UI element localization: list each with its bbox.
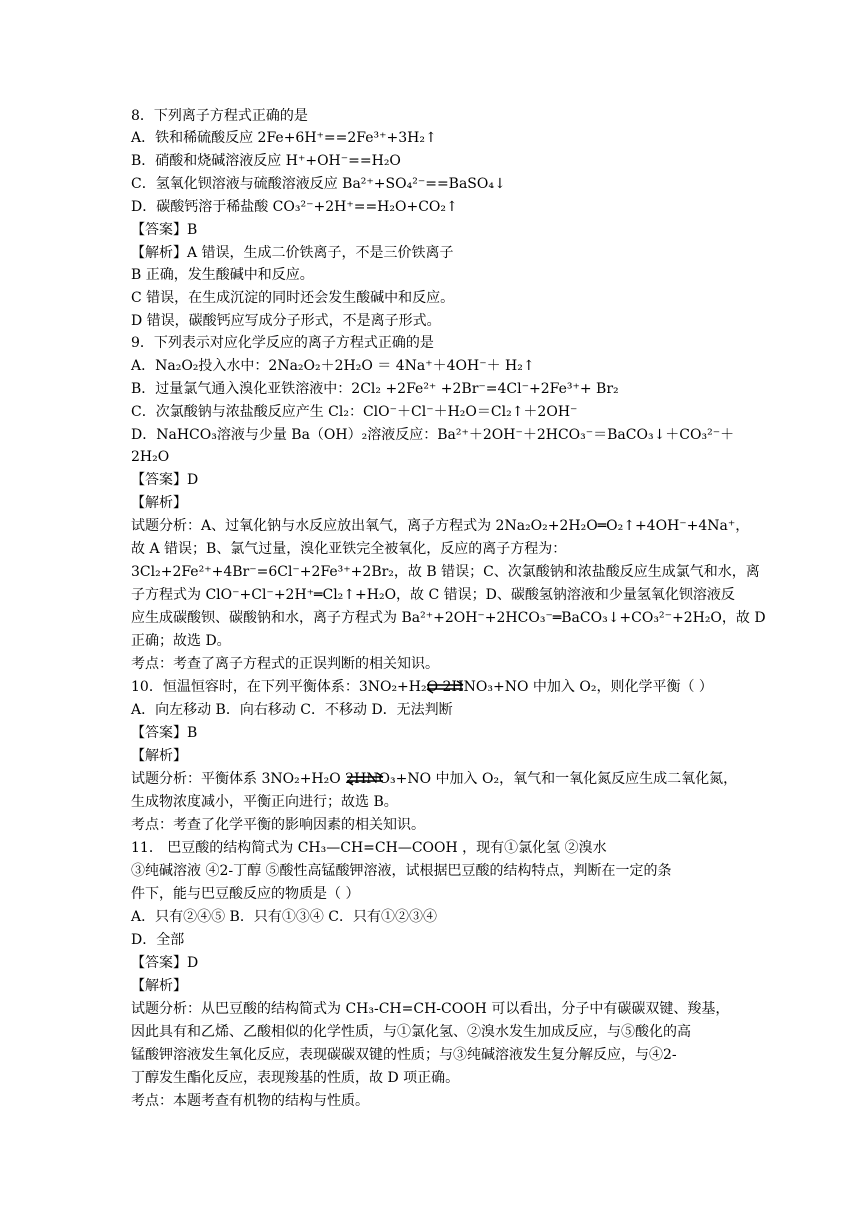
q9-analysis-5: 应生成碳酸钡、碳酸钠和水，离子方程式为 Ba²⁺+2OH⁻+2HCO₃⁻═BaCO₃↓+CO₃²⁻+2H₂O，故 D [131, 610, 766, 626]
q9-option-d: D．NaHCO₃溶液与少量 Ba（OH）₂溶液反应：Ba²⁺＋2OH⁻＋2HCO₃⁻＝BaCO₃↓＋CO₃²⁻＋ [131, 427, 735, 443]
q11-analysis-3: 锰酸钾溶液发生氧化反应，表现碳碳双键的性质；与③纯碱溶液发生复分解反应，与④2- [131, 1047, 677, 1063]
q9-analysis-2: 故 A 错误；B、氯气过量，溴化亚铁完全被氧化，反应的离子方程为： [131, 541, 567, 557]
q10-answer: 【答案】B [131, 725, 198, 741]
q10-stem: 10．恒温恒容时，在下列平衡体系：3NO₂+H₂O 2HNO₃+NO 中加入 O₂，则化学平衡（ ） [131, 679, 713, 695]
q9-answer: 【答案】D [131, 472, 199, 488]
q9-option-b: B．过量氯气通入溴化亚铁溶液中：2Cl₂ +2Fe²⁺ +2Br⁻=4Cl⁻+2Fe³⁺+ Br₂ [131, 381, 619, 397]
q8-answer: 【答案】B [131, 222, 198, 238]
q9-kaodian: 考点：考查了离子方程式的正误判断的相关知识。 [131, 656, 439, 672]
q9-option-a: A．Na₂O₂投入水中：2Na₂O₂＋2H₂O ＝ 4Na⁺＋4OH⁻＋ H₂↑ [131, 358, 535, 374]
q8-analysis-d: D 错误，碳酸钙应写成分子形式，不是离子形式。 [131, 313, 441, 329]
q8-analysis-b: B 正确，发生酸碱中和反应。 [131, 267, 314, 283]
equilibrium-arrow-icon [425, 680, 465, 694]
q9-analysis-1: 试题分析：A、过氧化钠与水反应放出氧气，离子方程式为 2Na₂O₂+2H₂O═O₂↑+4OH⁻+4Na⁺， [131, 518, 750, 534]
q10-analysis-label: 【解析】 [131, 748, 187, 764]
q9-stem: 9．下列表示对应化学反应的离子方程式正确的是 [131, 335, 434, 351]
q9-analysis-3: 3Cl₂+2Fe²⁺+4Br⁻=6Cl⁻+2Fe³⁺+2Br₂，故 B 错误；C、次氯酸钠和浓盐酸反应生成氯气和水，离 [131, 564, 760, 580]
q8-option-c: C．氢氧化钡溶液与硫酸溶液反应 Ba²⁺+SO₄²⁻==BaSO₄↓ [131, 176, 506, 192]
q9-option-c: C．次氯酸钠与浓盐酸反应产生 Cl₂：ClO⁻＋Cl⁻＋H₂O＝Cl₂↑＋2OH⁻ [131, 404, 578, 420]
q9-analysis-6: 正确；故选 D。 [131, 633, 231, 649]
q11-stem-2: ③纯碱溶液 ④2-丁醇 ⑤酸性高锰酸钾溶液，试根据巴豆酸的结构特点，判断在一定的条 [131, 863, 672, 879]
q9-option-d-cont: 2H₂O [131, 449, 170, 465]
q11-answer: 【答案】D [131, 955, 199, 971]
q11-analysis-2: 因此具有和乙烯、乙酸相似的化学性质，与①氯化氢、②溴水发生加成反应，与⑤酸化的高 [131, 1024, 691, 1040]
q8-option-b: B．硝酸和烧碱溶液反应 H⁺+OH⁻==H₂O [131, 153, 401, 169]
q11-stem-1: 11． 巴豆酸的结构简式为 CH₃—CH=CH—COOH ，现有①氯化氢 ②溴水 [131, 840, 607, 856]
q11-stem-3: 件下，能与巴豆酸反应的物质是（ ） [131, 886, 360, 902]
q8-stem: 8．下列离子方程式正确的是 [131, 108, 308, 124]
q10-kaodian: 考点：考查了化学平衡的影响因素的相关知识。 [131, 817, 425, 833]
q10-options: A．向左移动 B．向右移动 C．不移动 D．无法判断 [131, 702, 453, 718]
q8-analysis-a: 【解析】A 错误，生成二价铁离子，不是三价铁离子 [131, 245, 454, 261]
q8-option-a: A．铁和稀硫酸反应 2Fe+6H⁺==2Fe³⁺+3H₂↑ [131, 130, 437, 146]
q11-options-abc: A．只有②④⑤ B．只有①③④ C．只有①②③④ [131, 909, 438, 925]
q9-analysis-4: 子方程式为 ClO⁻+Cl⁻+2H⁺═Cl₂↑+H₂O，故 C 错误；D、碳酸氢钠溶液和少量氢氧化钡溶液反 [131, 587, 735, 603]
equilibrium-arrow-icon [345, 772, 385, 786]
q11-kaodian: 考点：本题考查有机物的结构与性质。 [131, 1093, 369, 1109]
q8-analysis-c: C 错误，在生成沉淀的同时还会发生酸碱中和反应。 [131, 290, 455, 306]
q10-analysis-1: 试题分析：平衡体系 3NO₂+H₂O 2HNO₃+NO 中加入 O₂，氧气和一氧化氮反应生成二氧化氮， [131, 771, 738, 787]
q11-analysis-label: 【解析】 [131, 978, 187, 994]
q11-analysis-1: 试题分析：从巴豆酸的结构简式为 CH₃-CH=CH-COOH 可以看出，分子中有碳碳双键、羧基， [131, 1001, 730, 1017]
q10-analysis-2: 生成物浓度减小，平衡正向进行；故选 B。 [131, 794, 398, 810]
q9-analysis-label: 【解析】 [131, 495, 187, 511]
q8-option-d: D．碳酸钙溶于稀盐酸 CO₃²⁻+2H⁺==H₂O+CO₂↑ [131, 199, 458, 215]
q11-analysis-4: 丁醇发生酯化反应，表现羧基的性质，故 D 项正确。 [131, 1070, 460, 1086]
q11-option-d: D．全部 [131, 932, 185, 948]
